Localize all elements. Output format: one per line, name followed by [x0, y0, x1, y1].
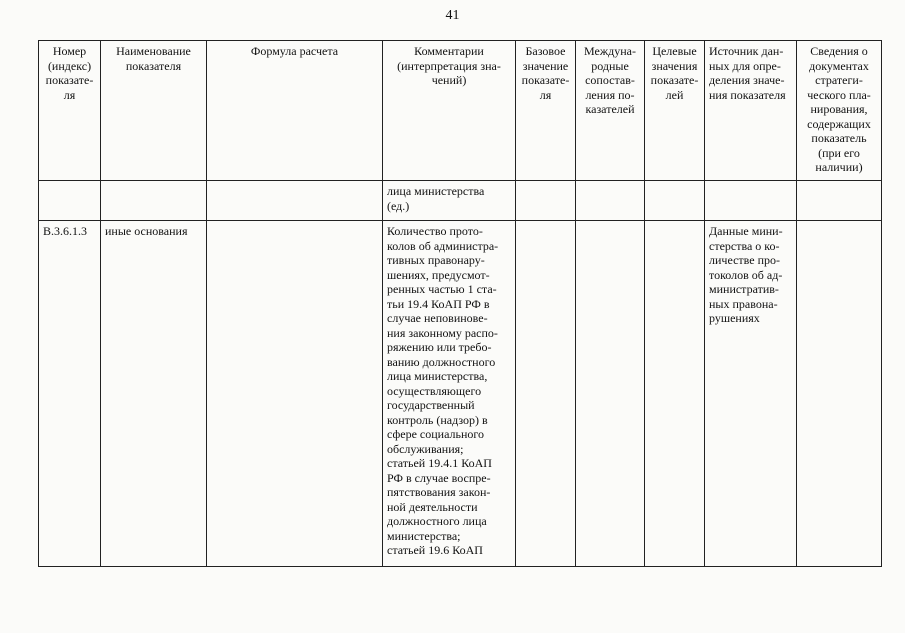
page-number: 41 [445, 8, 460, 23]
header-formula: Формула расчета [207, 41, 383, 181]
row-documents [797, 221, 882, 567]
row-name: иные основания [101, 221, 207, 567]
row-comment: Количество прото- колов об администра- тивных правонару- шениях, предусмот- ренных частью 1 ста- тьи 19.4 КоАП РФ в случае неповинове- ния законному распо- ряжению или требо- ванию должностного лица министерства, осуществляющего государственный контроль (надзор) в сфере социального обслуживания; статьей 19.4.1 КоАП РФ в случае воспре- пятствования закон- ной деятельности должностного лица министерства; статьей 19.6 КоАП [383, 221, 516, 567]
row-source: Данные мини- стерства о ко- личестве про- токолов об ад- министратив- ных правона- рушениях [705, 221, 797, 567]
table-cell [39, 181, 101, 221]
header-index: Номер (индекс) показате- ля [39, 41, 101, 181]
row-formula [207, 221, 383, 567]
header-documents: Сведения о документах стратеги- ческого пла- нирования, содержащих показатель (при его наличии) [797, 41, 882, 181]
header-comments: Комментарии (интерпретация зна- чений) [383, 41, 516, 181]
header-base-value: Базовое значение показате- ля [516, 41, 576, 181]
row-index: В.3.6.1.3 [39, 221, 101, 567]
indicator-table [38, 40, 882, 567]
table-cell [645, 181, 705, 221]
table-row [39, 221, 882, 567]
table-cell [705, 181, 797, 221]
continuation-comment: лица министерства (ед.) [383, 181, 516, 221]
table-cell [101, 181, 207, 221]
indicator-table-container [38, 40, 882, 567]
table-row [39, 181, 882, 221]
header-row [39, 41, 882, 181]
header-international: Междуна- родные сопостав- ления по- казателей [576, 41, 645, 181]
table-cell [516, 181, 576, 221]
row-international [576, 221, 645, 567]
header-source: Источник дан- ных для опре- деления значе- ния показателя [705, 41, 797, 181]
table-cell [207, 181, 383, 221]
header-target-values: Целевые значения показате- лей [645, 41, 705, 181]
row-target-values [645, 221, 705, 567]
table-cell [797, 181, 882, 221]
row-base-value [516, 221, 576, 567]
header-name: Наименование показателя [101, 41, 207, 181]
table-cell [576, 181, 645, 221]
